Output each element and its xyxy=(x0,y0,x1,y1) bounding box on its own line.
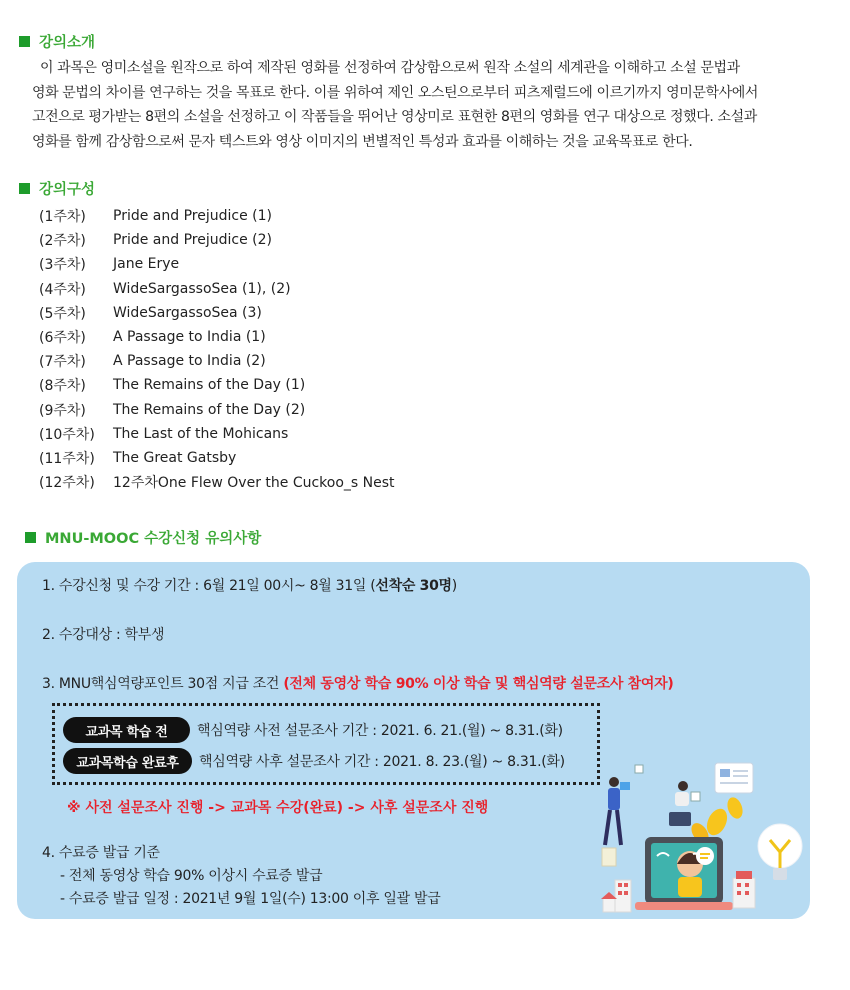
notice-item-certificate: 4. 수료증 발급 기준 xyxy=(42,845,160,861)
course-heading-text: 강의구성 xyxy=(39,182,96,198)
week-label: (5주차) xyxy=(39,305,86,322)
period-close: ) xyxy=(451,578,457,594)
week-title: The Remains of the Day (1) xyxy=(113,377,306,394)
intro-heading xyxy=(19,31,95,52)
list-item xyxy=(39,204,395,228)
week-title: The Great Gatsby xyxy=(113,449,237,466)
intro-line: 고전으로 평가받는 8편의 소설을 선정하고 이 작품들을 뛰어난 영상미로 표현한 8편의 영화를 연구 대상으로 정했다. 소설과 xyxy=(32,109,757,125)
notice-item-points xyxy=(42,673,673,693)
first-come-text: 선착순 30명 xyxy=(375,578,452,594)
survey-process-note: ※ 사전 설문조사 진행 -> 교과목 수강(완료) -> 사후 설문조사 진행 xyxy=(67,800,489,816)
intro-heading-text: 강의소개 xyxy=(39,35,96,51)
points-condition: (전체 동영상 학습 90% 이상 학습 및 핵심역량 설문조사 참여자) xyxy=(283,676,674,692)
week-label: (10주차) xyxy=(39,426,95,443)
list-item xyxy=(39,373,395,397)
week-title: WideSargassoSea (3) xyxy=(113,304,262,321)
intro-line: 영화 문법의 차이를 연구하는 것을 목표로 한다. 이를 위하여 제인 오스틴으로부터 피츠제럴드에 이르기까지 영미문학사에서 xyxy=(32,84,759,101)
certificate-sub: - 수료증 발급 일정 : 2021년 9월 1일(수) 13:00 이후 일괄 발급 xyxy=(60,891,441,907)
week-label: (6주차) xyxy=(39,330,86,347)
notice-item-target: 2. 수강대상 : 학부생 xyxy=(42,627,165,643)
intro-line: 이 과목은 영미소설을 원작으로 하여 제작된 영화를 선정하여 감상함으로써 원작 소설의 세계관을 이해하고 소설 문법과 xyxy=(40,60,740,76)
list-item xyxy=(39,301,395,325)
list-item xyxy=(39,470,395,494)
week-title: A Passage to India (2) xyxy=(113,353,266,370)
week-label: (1주차) xyxy=(39,209,86,226)
week-title: The Remains of the Day (2) xyxy=(113,401,306,418)
week-title: 12주차One Flew Over the Cuckoo_s Nest xyxy=(113,475,395,492)
week-label: (4주차) xyxy=(39,281,86,298)
survey-row-pre xyxy=(63,717,563,743)
week-title: Jane Erye xyxy=(113,256,180,273)
survey-row-post xyxy=(63,748,565,774)
intro-paragraph xyxy=(32,56,832,154)
week-label: (3주차) xyxy=(39,257,86,274)
points-text: 3. MNU핵심역량포인트 30점 지급 조건 xyxy=(42,676,284,692)
green-square-icon xyxy=(25,532,36,543)
list-item xyxy=(39,349,395,373)
post-survey-badge: 교과목학습 완료후 xyxy=(63,748,192,774)
list-item xyxy=(39,228,395,252)
survey-box xyxy=(52,703,600,785)
lightbulb-icon xyxy=(773,868,787,880)
week-label: (2주차) xyxy=(39,233,86,250)
mooc-heading-text: MNU-MOOC 수강신청 유의사항 xyxy=(45,531,262,547)
list-item xyxy=(39,398,395,422)
week-title: Pride and Prejudice (2) xyxy=(113,232,272,249)
green-square-icon xyxy=(19,36,30,47)
list-item xyxy=(39,325,395,349)
window-card-icon xyxy=(715,763,753,793)
week-label: (7주차) xyxy=(39,354,86,371)
green-square-icon xyxy=(19,183,30,194)
post-survey-text: 핵심역량 사후 설문조사 기간 : 2021. 8. 23.(월) ~ 8.31.(화) xyxy=(199,754,565,770)
week-title: WideSargassoSea (1), (2) xyxy=(113,280,291,297)
pre-survey-text: 핵심역량 사전 설문조사 기간 : 2021. 6. 21.(월) ~ 8.31.(화) xyxy=(197,723,563,739)
list-item xyxy=(39,446,395,470)
week-label: (9주차) xyxy=(39,402,86,419)
week-label: (12주차) xyxy=(39,475,95,492)
week-label: (11주차) xyxy=(39,450,95,467)
week-list xyxy=(39,204,395,494)
list-item xyxy=(39,422,395,446)
intro-line: 영화를 함께 감상함으로써 문자 텍스트와 영상 이미지의 변별적인 특성과 효과를 이해하는 것을 교육목표로 한다. xyxy=(32,133,693,150)
list-item xyxy=(39,252,395,276)
week-title: Pride and Prejudice (1) xyxy=(113,208,272,225)
online-learning-illustration-icon xyxy=(595,760,805,918)
certificate-sub: - 전체 동영상 학습 90% 이상시 수료증 발급 xyxy=(60,868,323,884)
week-title: The Last of the Mohicans xyxy=(113,425,289,442)
week-label: (8주차) xyxy=(39,378,86,395)
period-text: 1. 수강신청 및 수강 기간 : 6월 21일 00시~ 8월 31일 ( xyxy=(42,578,376,594)
course-heading xyxy=(19,178,95,199)
notice-item-period xyxy=(42,575,457,595)
pre-survey-badge: 교과목 학습 전 xyxy=(63,717,190,743)
mooc-heading xyxy=(25,527,261,548)
week-title: A Passage to India (1) xyxy=(113,329,266,346)
building-icon xyxy=(733,878,755,908)
list-item xyxy=(39,277,395,301)
